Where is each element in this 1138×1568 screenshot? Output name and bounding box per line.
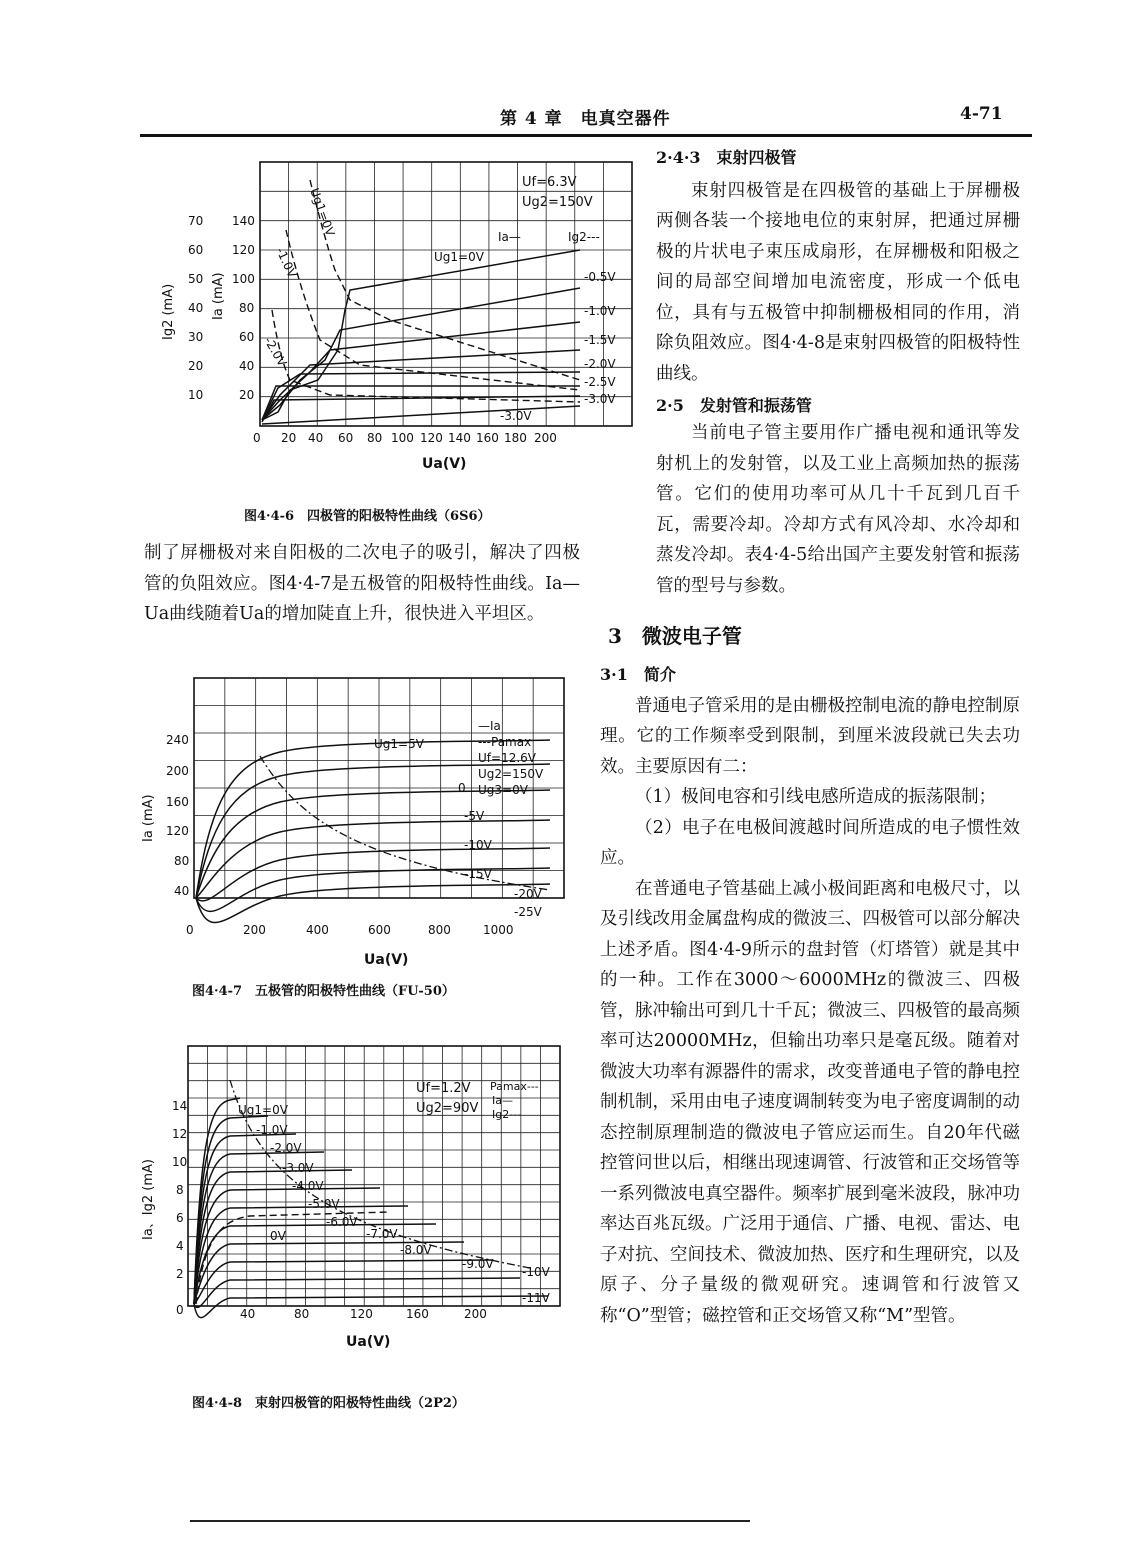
fig1-dashed-label: -1.0V [273,245,300,280]
fig3-x-tick: 40 [240,1307,256,1321]
figure-4-4-8 [130,1040,570,1360]
fig1-ig2-tick: 70 [188,214,204,228]
pentode-anode-curve [196,884,550,923]
fig1-x-tick: 20 [281,431,297,445]
section-heading-3-1: 3·1 简介 [600,665,676,684]
fig3-y-tick: 6 [176,1211,184,1225]
fig3-curve-label: Ug1=0V [238,1103,288,1117]
tetrode-screen-curve [310,180,580,380]
fig1-x-tick: 120 [420,431,443,445]
right-column-text-4 [600,660,1020,1331]
fig1-param: Uf=6.3V [522,175,577,190]
fig3-curve-label: -1.0V [256,1123,288,1137]
fig3-curve-label: -2.0V [270,1141,302,1155]
fig2-param: Uf=12.6V [478,751,536,765]
paragraph: （2）电子在电极间渡越时间所造成的电子惯性效应。 [600,817,1020,868]
fig1-ig2-tick: 30 [188,330,204,344]
fig2-x-tick: 200 [243,923,266,937]
tetrode-anode-curve [262,322,580,420]
fig3-curve-label: -7.0V [366,1227,398,1241]
fig2-y-tick: 80 [174,854,190,868]
fig1-ia-tick: 120 [232,243,255,257]
fig3-x-tick: 120 [350,1307,373,1321]
fig3-xlabel: Ua(V) [346,1334,391,1350]
fig1-ylabel-ia: Ia (mA) [211,272,226,320]
paragraph: 束射四极管是在四极管的基础上于屏栅极两侧各装一个接地电位的束射屏，把通过屏栅极的片状电子束压成扇形，在屏栅极和阳极之间的局部空间增加电流密度，形成一个低电位，具有与五极管中抑制栅极相同的作用，消除负阻效应。图4·4-8是束射四极管的阳极特性曲线。 [656,180,1020,384]
fig1-ia-tick: 40 [239,359,255,373]
fig1-curve-label: -1.0V [584,304,616,318]
paragraph: 普通电子管采用的是由栅极控制电流的静电控制原理。它的工作频率受到限制，到厘米波段就已失去功效。主要原因有二： [600,695,1020,777]
fig1-curve-label: Ug1=0V [434,250,484,264]
fig2-curve-label: -10V [464,838,492,852]
fig2-curve-label: 0 [458,781,466,795]
fig1-curve-label: -3.0V [584,392,616,406]
fig2-x-tick: 0 [186,923,194,937]
fig2-param: Ug3=0V [478,783,528,797]
fig1-ig2-tick: 40 [188,301,204,315]
fig1-ia-tick: 140 [232,214,255,228]
left-column-text [144,538,580,630]
fig2-curve-label: -15V [464,867,492,881]
fig1-x-tick: 60 [338,431,354,445]
fig3-curve-label: -4.0V [292,1179,324,1193]
fig1-x-tick: 0 [253,431,261,445]
fig1-xlabel: Ua(V) [422,456,467,472]
fig1-dashed-label: -2.0V [261,334,290,369]
section-heading-3: 3 微波电子管 [608,624,742,648]
header-rule [140,134,1032,137]
fig3-curve-label: -11V [522,1291,550,1305]
fig3-y-ticks [172,1099,187,1317]
fig3-param: Ug2=90V [416,1101,479,1116]
tetrode-screen-curve [272,310,580,402]
beam-tetrode-anode-curve [194,1278,520,1307]
tetrode-anode-curve [262,250,580,420]
fig1-ylabel-ig2: Ig2 (mA) [161,283,176,340]
fig2-legend: ---Pamax [478,735,532,749]
fig3-y-tick: 8 [176,1183,184,1197]
fig1-dashed-label: Ug1=0V [307,186,338,238]
fig2-y-tick: 240 [166,733,189,747]
running-header-chapter: 第 4 章 电真空器件 [500,109,671,129]
fig1-ia-tick: 100 [232,272,255,286]
figure-4-4-6 [150,150,650,490]
fig3-y-tick: 10 [172,1155,188,1169]
right-column-text [656,143,1020,422]
fig2-x-tick: 1000 [483,923,514,937]
paragraph: 当前电子管主要用作广播电视和通讯等发射机上的发射管，以及工业上高频加热的振荡管。它们的使用功率可从几十千瓦到几百千瓦，需要冷却。冷却方式有风冷却、水冷却和蒸发冷却。表4·4-5给出国产主要发射管和振荡管的型号与参数。 [656,423,1020,596]
fig2-curve-label: -25V [514,905,542,919]
fig1-legend-ia: Ia— [498,230,521,244]
section-heading-2-4-3: 2·4·3 束射四极管 [656,148,797,167]
fig2-curve-label: -20V [514,887,542,901]
fig1-ig2-tick: 50 [188,272,204,286]
fig2-y-tick: 160 [166,795,189,809]
figure-4-4-7 [130,672,570,972]
fig3-curve-label: -6.0V [326,1215,358,1229]
fig1-legend-ig2: Ig2--- [568,230,600,244]
fig1-curve-label: -2.0V [584,357,616,371]
fig1-ia-tick: 80 [239,301,255,315]
fig2-y-ticks [166,733,189,898]
pentode-anode-curve [196,868,550,911]
fig3-curve-labels [238,1103,551,1305]
fig1-x-tick: 140 [448,431,471,445]
paragraph: （1）极间电容和引线电感所造成的振荡限制； [635,787,997,807]
section-heading-2-5: 2·5 发射管和振荡管 [656,396,812,415]
fig3-y-tick: 0 [176,1303,184,1317]
fig3-curve-label: 0V [270,1229,286,1243]
fig2-x-ticks [186,923,514,937]
fig3-param: Uf=1.2V [416,1081,471,1096]
figure-caption-4-4-7: 图4·4-7 五极管的阳极特性曲线（FU-50） [192,984,455,999]
fig3-legend: Ig2--- [492,1108,522,1121]
paragraph: 在普通电子管基础上减小极间距离和电极尺寸，以及引线改用金属盘构成的微波三、四极管可以部分解决上述矛盾。图4·4-9所示的盘封管（灯塔管）就是其中的一种。工作在3000～6000MHz的微波三、四极管，脉冲输出可到几十千瓦；微波三、四极管的最高频率可达20000MHz，但输出功率只是毫瓦级。随着对微波大功率有源器件的需求，改变普通电子管的静电控制机制，采用由电子速度调制转变为电子密度调制的动态控制原理制造的微波电子管应运而生。自20年代磁控管问世以后，相继出现速调管、行波管和正交场管等一系列微波电真空器件。频率扩展到毫米波段，脉冲功率达百兆瓦级。广泛用于通信、广播、电视、雷达、电子对抗、空间技术、微波加热、医疗和生理研究，以及原子、分子量级的微观研究。速调管和行波管又称“O”型管；磁控管和正交场管又称“M”型管。 [600,878,1020,1326]
fig1-x-tick: 80 [367,431,383,445]
fig3-x-tick: 160 [406,1307,429,1321]
fig3-curve-label: -10V [522,1265,550,1279]
fig2-y-tick: 200 [166,764,189,778]
paragraph: 制了屏栅极对来自阳极的二次电子的吸引，解决了四极管的负阻效应。图4·4-7是五极管的阳极特性曲线。Ia—Ua曲线随着Ua的增加陡直上升，很快进入平坦区。 [144,543,580,624]
fig1-x-tick: 40 [308,431,324,445]
fig1-curve-label: -2.5V [584,375,616,389]
fig2-x-tick: 600 [368,923,391,937]
fig1-ig2-tick: 10 [188,388,204,402]
fig3-y-tick: 14 [172,1099,188,1113]
fig3-curve-label: -3.0V [282,1161,314,1175]
fig3-y-tick: 4 [176,1239,184,1253]
beam-tetrode-anode-curve [194,1206,408,1304]
fig1-ia-tick: 20 [239,388,255,402]
fig1-ia-ticks [232,214,255,402]
fig1-curves [262,180,580,424]
fig1-x-tick: 180 [504,431,527,445]
fig3-legend: Pamax--- [490,1080,539,1093]
fig1-ig2-tick: 60 [188,243,204,257]
fig1-x-tick: 200 [534,431,557,445]
fig1-curve-label: -0.5V [584,270,616,284]
fig1-curve-label: -1.5V [584,333,616,347]
fig3-curve-label: -5.0V [308,1197,340,1211]
fig1-x-tick: 160 [476,431,499,445]
fig2-ylabel: Ia (mA) [141,794,156,842]
fig2-y-tick: 40 [174,884,190,898]
fig3-y-tick: 12 [172,1127,188,1141]
page-number: 4-71 [960,104,1003,124]
fig3-y-tick: 2 [176,1267,184,1281]
fig3-x-tick: 80 [294,1307,310,1321]
fig1-x-ticks [253,431,557,445]
pentode-anode-curve [196,848,550,901]
fig1-ig2-tick: 20 [188,359,204,373]
fig3-legend: Ia— [492,1094,513,1107]
figure-caption-4-4-6: 图4·4-6 四极管的阳极特性曲线（6S6） [244,509,491,524]
fig2-curve-label: -5V [464,809,485,823]
beam-tetrode-anode-curve [194,1188,380,1304]
right-column-text-2 [656,418,1020,601]
figure-caption-4-4-8: 图4·4-8 束射四极管的阳极特性曲线（2P2） [192,1396,465,1411]
fig1-x-tick: 100 [391,431,414,445]
fig1-curve-label: -3.0V [500,409,532,423]
fig1-left-ticks [188,214,203,402]
fig2-x-tick: 800 [428,923,451,937]
fig2-param: Ug2=150V [478,767,544,781]
tetrode-anode-curve [262,406,580,424]
fig2-curve-label: Ug1=5V [374,737,424,751]
fig3-x-ticks [240,1307,487,1321]
footer-rule [190,1520,750,1522]
pentode-anode-curve [196,820,550,898]
fig1-param: Ug2=150V [522,195,593,210]
fig2-xlabel: Ua(V) [364,952,409,968]
fig3-curve-label: -9.0V [462,1257,494,1271]
fig2-y-tick: 120 [166,824,189,838]
fig2-x-tick: 400 [306,923,329,937]
fig2-legend: —Ia [478,719,501,733]
fig3-ylabel: Ia、Ig2 (mA) [141,1159,156,1240]
fig3-x-tick: 200 [464,1307,487,1321]
fig1-ia-tick: 60 [239,330,255,344]
fig3-curve-label: -8.0V [400,1243,432,1257]
